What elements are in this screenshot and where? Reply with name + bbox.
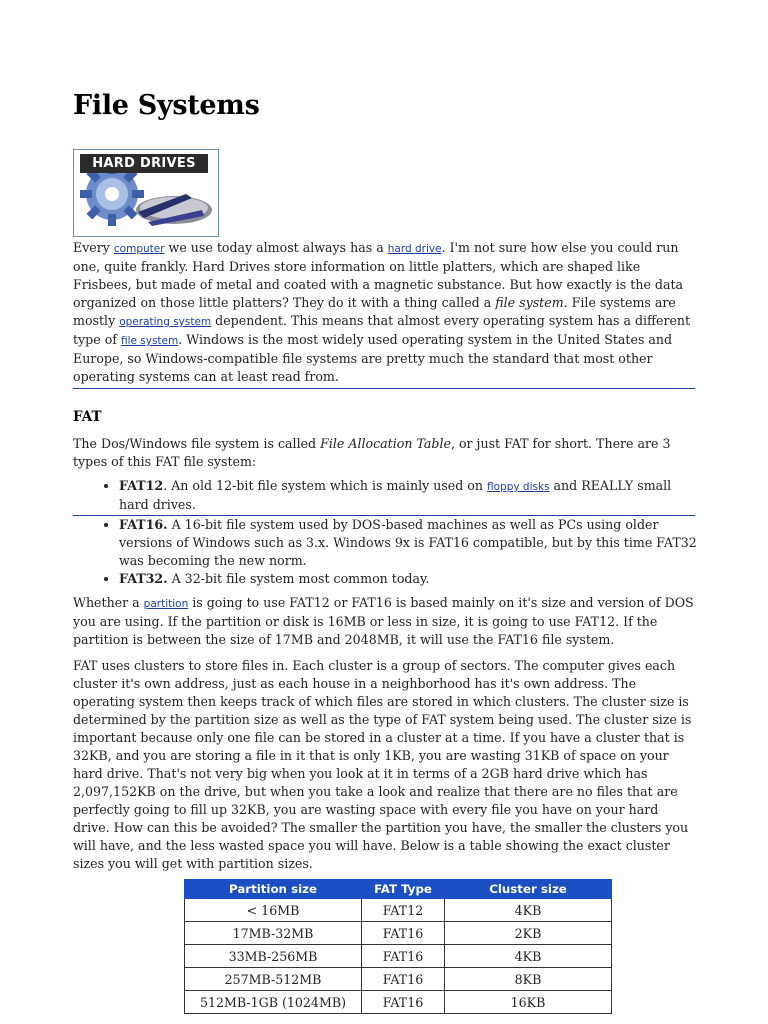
- table-row: [185, 968, 612, 991]
- hard-drive-link[interactable]: hard drive: [387, 243, 442, 255]
- table-cell: FAT16: [362, 968, 445, 991]
- computer-link[interactable]: computer: [113, 243, 165, 255]
- table-cell: 16KB: [445, 991, 612, 1014]
- table-cell: 4KB: [445, 899, 612, 922]
- table-cell: 4KB: [445, 945, 612, 968]
- table-row: [185, 945, 612, 968]
- floppy-disks-link[interactable]: floppy disks: [487, 481, 550, 493]
- table-cell: FAT16: [362, 991, 445, 1014]
- table-cell: 17MB-32MB: [185, 922, 362, 945]
- fat-types-list: [73, 477, 697, 588]
- intro-paragraph: Every computer we use today almost always has a hard drive. I'm not sure how else you could run one, quite frankly. Hard Drives store information on little platters, which are shaped like Frisbees, but made of metal and coated with a magnetic substance. But how exactly is the data organized on those little platters? They do it with a thing called a file system. File systems are mostly operating system dependent. This means that almost every operating system has a different type of file system. Windows is the most widely used operating system in the United States and Europe, so Windows-compatible file systems are pretty much the standard that most other operating systems can at least read from.: [73, 240, 691, 384]
- logo-text: HARD DRIVES: [80, 154, 208, 173]
- clusters-paragraph: FAT uses clusters to store files in. Each cluster is a group of sectors. The computer gives each cluster it's own address, just as each house in a neighborhood has it's own address. The operating system then keeps track of which files are stored in which clusters. The cluster size is determined by the partition size as well as the type of FAT system being used. The cluster size is important because only one file can be stored in a cluster at a time. If you have a cluster that is 32KB, and you are storing a file in it that is only 1KB, you are wasting 31KB of space on your hard drive. That's not very big when you look at it in terms of a 2GB hard drive which has 2,097,152KB on the drive, but when you take a look and realize that there are no files that are perfectly going to fill up 32KB, you are wasting space with every file you have on your hard drive. How can this be avoided? The smaller the partition you have, the smaller the clusters you will have, and the less wasted space you will have. Below is a table showing the exact cluster sizes you will get with partition sizes.: [73, 658, 692, 871]
- page-title: File Systems: [73, 90, 260, 121]
- table-cell: FAT12: [362, 899, 445, 922]
- cluster-size-table: [184, 879, 612, 1014]
- list-item: • FAT16. A 16-bit file system used by DOS-based machines as well as PCs using older versions of Windows such as 3.x. Windows 9x is FAT16 compatible, but by this time FAT32 was becoming the new norm.: [119, 516, 697, 570]
- divider: [73, 388, 695, 389]
- column-header: Cluster size: [445, 880, 612, 899]
- table-cell: 33MB-256MB: [185, 945, 362, 968]
- table-row: [185, 991, 612, 1014]
- column-header: FAT Type: [362, 880, 445, 899]
- table-cell: 257MB-512MB: [185, 968, 362, 991]
- gear-disk-icon: [74, 164, 218, 236]
- partition-paragraph: Whether a partition is going to use FAT12 or FAT16 is based mainly on it's size and version of DOS you are using. If the partition or disk is 16MB or less in size, it is going to use FAT12. If the partition is between the size of 17MB and 2048MB, it will use the FAT16 file system.: [73, 595, 694, 647]
- list-item: • FAT32. A 32-bit file system most common today.: [119, 570, 697, 588]
- list-item: • FAT12. An old 12-bit file system which is mainly used on floppy disks and REALLY small hard drives.: [119, 477, 697, 516]
- column-header: Partition size: [185, 880, 362, 899]
- partition-link[interactable]: partition: [143, 598, 189, 610]
- table-cell: 2KB: [445, 922, 612, 945]
- table-cell: FAT16: [362, 945, 445, 968]
- table-cell: < 16MB: [185, 899, 362, 922]
- hard-drives-logo: [73, 149, 219, 237]
- section-heading-fat: FAT: [73, 409, 102, 425]
- table-cell: 512MB-1GB (1024MB): [185, 991, 362, 1014]
- table-header-row: [185, 880, 612, 899]
- table-row: [185, 899, 612, 922]
- table-cell: 8KB: [445, 968, 612, 991]
- table-cell: FAT16: [362, 922, 445, 945]
- operating-system-link[interactable]: operating system: [119, 316, 212, 328]
- table-row: [185, 922, 612, 945]
- file-system-link[interactable]: file system: [120, 335, 179, 347]
- fat-intro-paragraph: The Dos/Windows file system is called File Allocation Table, or just FAT for short. There are 3 types of this FAT file system:: [73, 436, 671, 469]
- document: [73, 90, 697, 1014]
